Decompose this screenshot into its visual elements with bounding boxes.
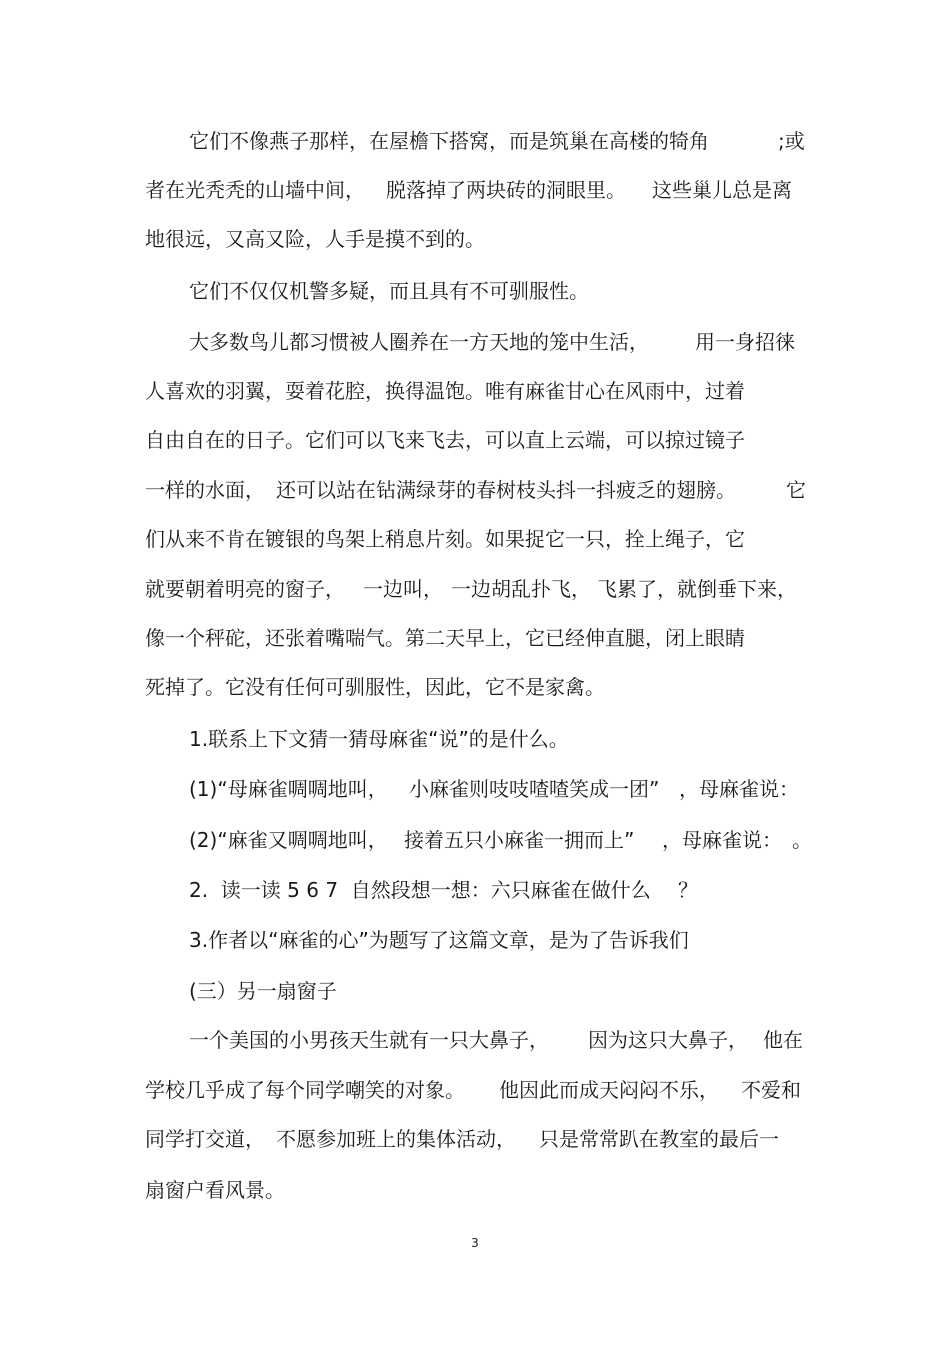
text-line: 死掉了。它没有任何可驯服性，因此，它不是家禽。: [145, 675, 605, 699]
text-line: 用一身招徕: [695, 330, 795, 354]
text-line: (2)“麻雀又啁啁地叫，: [189, 828, 388, 852]
text-line: ，母麻雀说：: [679, 777, 799, 801]
text-line: 一样的水面，: [145, 478, 265, 502]
text-line: 扇窗户看风景。: [145, 1178, 285, 1202]
text-line: 同学打交道，: [145, 1127, 265, 1151]
text-line: 还可以站在钻满绿芽的春树枝头抖一抖疲乏的翅膀。: [276, 478, 736, 502]
text-line: 人喜欢的羽翼，耍着花腔，换得温饱。唯有麻雀甘心在风雨中，过着: [145, 379, 745, 403]
text-line: 它们不仅仅机警多疑，而且具有不可驯服性。: [189, 279, 589, 303]
text-line: 不愿参加班上的集体活动，: [276, 1127, 516, 1151]
text-line: 2. 读一读 5 6 7 自然段想一想：六只麻雀在做什么: [189, 878, 651, 902]
text-line: 他在: [763, 1028, 803, 1052]
text-line: ，母麻雀说：: [662, 828, 782, 852]
text-line: 不爱和: [741, 1078, 801, 1102]
text-line: 小麻雀则吱吱喳喳笑成一团”: [409, 777, 660, 801]
text-line: (三）另一扇窗子: [189, 979, 337, 1003]
text-line: ？: [678, 878, 698, 902]
text-line: 他因此而成天闷闷不乐，: [499, 1078, 719, 1102]
text-line: 飞累了，就倒垂下来，: [597, 577, 797, 601]
text-line: 学校几乎成了每个同学嘲笑的对象。: [145, 1078, 465, 1102]
text-line: 者在光秃秃的山墙中间，: [145, 178, 365, 202]
text-line: ;或: [778, 129, 805, 153]
text-line: 就要朝着明亮的窗子，: [145, 577, 345, 601]
text-line: 1.联系上下文猜一猜母麻雀“说”的是什么。: [189, 727, 569, 751]
page-number: 3: [471, 1236, 479, 1250]
text-line: 地很远，又高又险，人手是摸不到的。: [145, 227, 485, 251]
text-line: 脱落掉了两块砖的洞眼里。: [386, 178, 626, 202]
text-line: 像一个秤砣，还张着嘴喘气。第二天早上，它已经伸直腿，闭上眼睛: [145, 626, 745, 650]
text-line: (1)“母麻雀啁啁地叫，: [189, 777, 388, 801]
text-line: 这些巢儿总是离: [652, 178, 792, 202]
text-line: 接着五只小麻雀一拥而上”: [404, 828, 635, 852]
text-line: 。: [792, 828, 812, 852]
text-line: 一个美国的小男孩天生就有一只大鼻子，: [189, 1028, 549, 1052]
text-line: 一边胡乱扑飞，: [451, 577, 591, 601]
text-line: 它: [786, 478, 806, 502]
text-line: 大多数鸟儿都习惯被人圈养在一方天地的笼中生活，: [189, 330, 649, 354]
text-line: 3.作者以“麻雀的心”为题写了这篇文章，是为了告诉我们: [189, 928, 689, 952]
text-line: 它们不像燕子那样，在屋檐下搭窝，而是筑巢在高楼的犄角: [189, 129, 709, 153]
text-line: 因为这只大鼻子，: [588, 1028, 748, 1052]
text-line: 自由自在的日子。它们可以飞来飞去，可以直上云端，可以掠过镜子: [145, 428, 745, 452]
text-line: 只是常常趴在教室的最后一: [539, 1127, 779, 1151]
text-line: 一边叫，: [363, 577, 443, 601]
text-line: 们从来不肯在镀银的鸟架上稍息片刻。如果捉它一只，拴上绳子，它: [145, 527, 745, 551]
